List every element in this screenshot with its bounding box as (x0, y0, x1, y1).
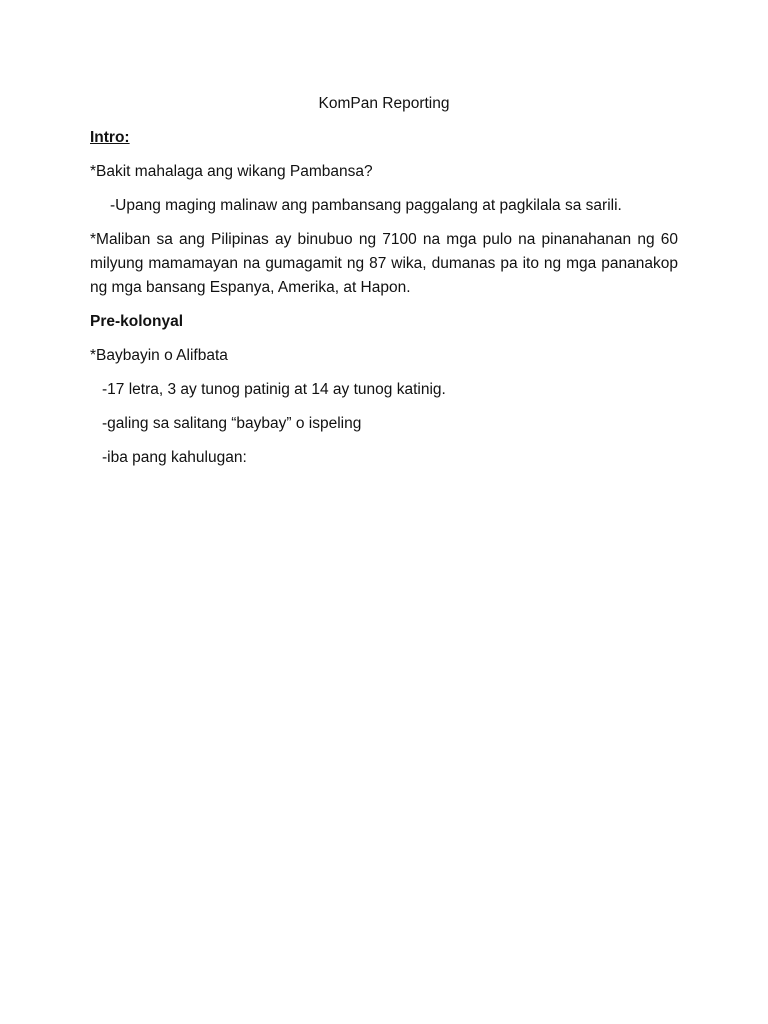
paragraph-pilipinas: *Maliban sa ang Pilipinas ay binubuo ng 7100 na mga pulo na pinanahanan ng 60 milyung mamamayan na gumagamit ng 87 wika, dumanas pa ito ng mga pananakop ng mga bansang Espanya, Amerika, at Hapon. (90, 231, 678, 296)
baybayin-detail-kahulugan: -iba pang kahulugan: (102, 449, 247, 466)
baybayin-detail-letra: -17 letra, 3 ay tunog patinig at 14 ay tunog katinig. (102, 381, 446, 398)
document-title: KomPan Reporting (318, 95, 450, 112)
baybayin-detail-origin: -galing sa salitang “baybay” o ispeling (102, 415, 362, 432)
intro-heading: Intro: (90, 129, 130, 146)
answer-wikang-pambansa: -Upang maging malinaw ang pambansang paggalang at pagkilala sa sarili. (110, 197, 622, 214)
baybayin-item: *Baybayin o Alifbata (90, 347, 228, 364)
question-wikang-pambansa: *Bakit mahalaga ang wikang Pambansa? (90, 163, 373, 180)
document-body (90, 92, 678, 480)
prekolonyal-heading: Pre-kolonyal (90, 313, 184, 330)
